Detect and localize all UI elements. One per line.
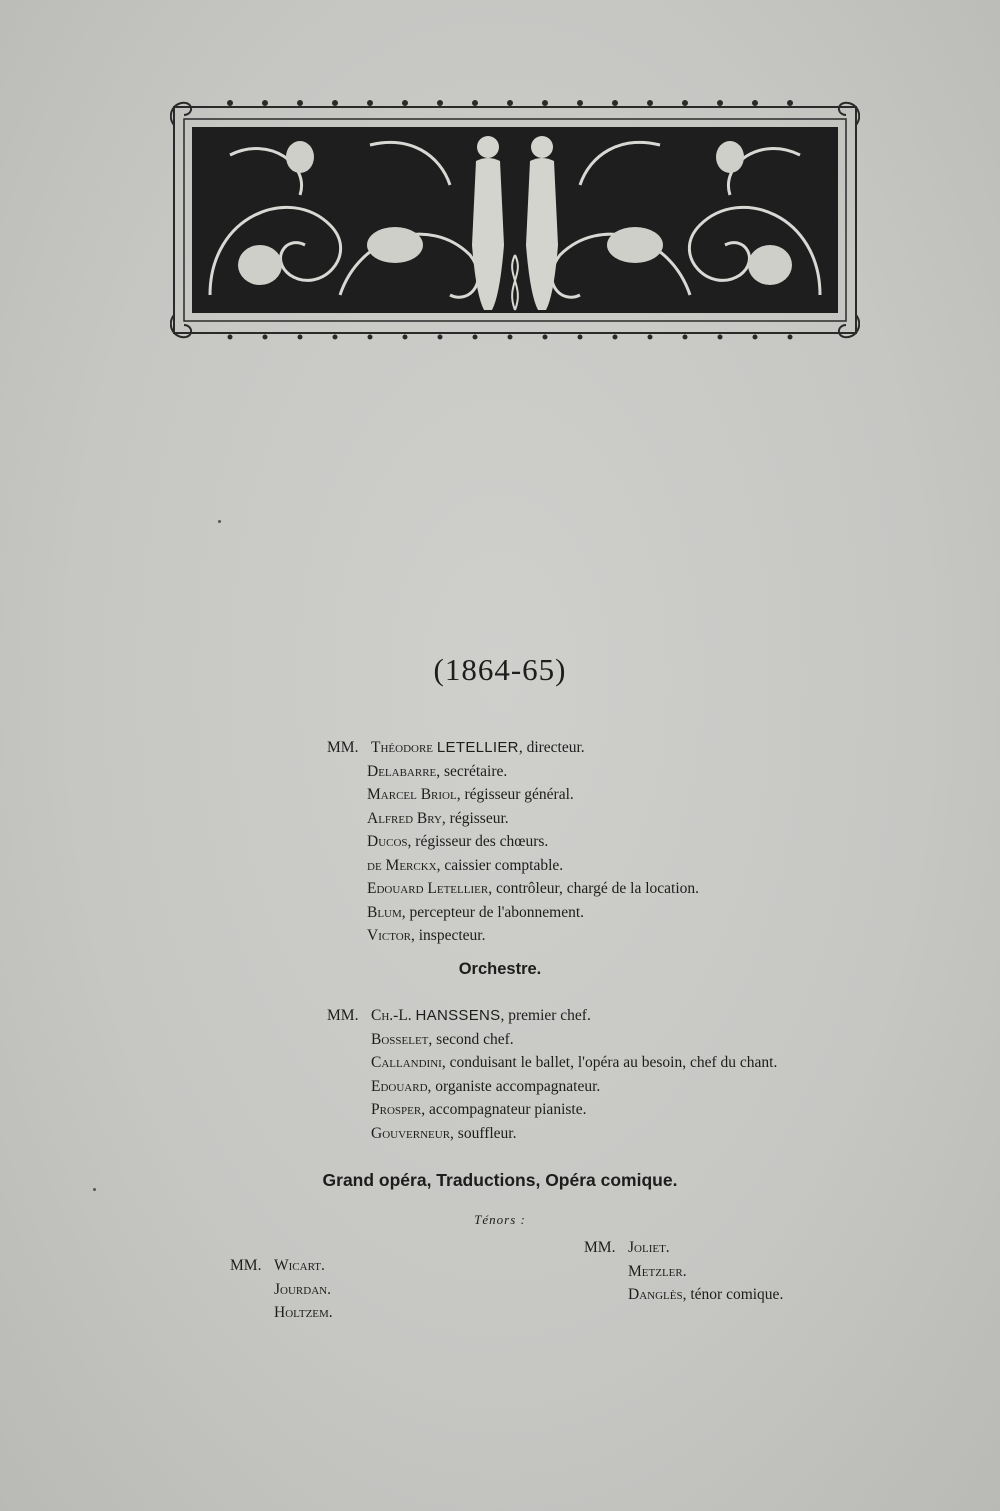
person-name: Delabarre	[367, 762, 437, 780]
mm-prefix: MM.	[327, 1007, 359, 1024]
person-name: Callandini	[371, 1054, 442, 1071]
person-name: Wicart	[274, 1257, 321, 1274]
person-surname: HANSSENS	[415, 1007, 501, 1024]
person-name: Alfred Bry	[367, 809, 442, 827]
list-item	[327, 901, 699, 925]
person-name: Victor	[367, 927, 411, 944]
person-name: Metzler	[628, 1262, 683, 1280]
person-name: Théodore	[371, 739, 434, 756]
season-year-title: (1864-65)	[433, 652, 567, 687]
orchestre-heading: Orchestre.	[458, 960, 542, 978]
mm-prefix: MM.	[230, 1257, 262, 1274]
grand-opera-heading: Grand opéra, Traductions, Opéra comique.	[322, 1170, 678, 1190]
person-name: Prosper	[371, 1101, 422, 1118]
person-role: , organiste accompagnateur.	[427, 1077, 601, 1095]
mm-prefix: MM.	[327, 739, 359, 756]
list-item	[327, 736, 699, 760]
person-name: Bosselet	[371, 1030, 429, 1048]
list-item	[230, 1254, 333, 1278]
person-name: Holtzem	[274, 1304, 329, 1321]
person-name: Edouard Letellier	[367, 880, 489, 897]
person-role: , caissier comptable.	[436, 856, 564, 874]
person-role: , directeur.	[518, 739, 585, 756]
list-item	[327, 1028, 777, 1052]
paper-speck	[218, 520, 221, 523]
person-name: Edouard	[371, 1077, 428, 1095]
list-item	[230, 1278, 333, 1302]
person-role: , régisseur.	[441, 809, 509, 827]
person-name: Marcel Briol	[367, 786, 457, 803]
list-item	[327, 783, 699, 807]
list-item	[327, 830, 699, 854]
person-surname: LETELLIER	[436, 739, 519, 756]
person-role: , contrôleur, chargé de la location.	[488, 880, 700, 897]
tenors-subheading: Ténors :	[474, 1212, 526, 1227]
mm-prefix: MM.	[584, 1239, 616, 1256]
list-item	[230, 1301, 333, 1325]
person-name: Ch.-L.	[371, 1007, 412, 1024]
person-role: , accompagnateur pianiste.	[421, 1101, 587, 1118]
person-role: .	[665, 1239, 670, 1256]
person-role: , régisseur des chœurs.	[407, 833, 549, 850]
list-item	[327, 1098, 777, 1122]
person-role: , percepteur de l'abonnement.	[401, 903, 585, 921]
person-name: Joliet	[628, 1239, 666, 1256]
person-role: , secrétaire.	[436, 762, 508, 780]
list-item	[327, 1051, 777, 1075]
orchestre-list	[327, 1004, 777, 1145]
person-role: , conduisant le ballet, l'opéra au besoin, chef du chant.	[441, 1054, 778, 1071]
decorative-headpiece-image	[170, 95, 860, 345]
list-item	[327, 807, 699, 831]
person-name: Danglès	[628, 1286, 683, 1303]
person-name: Gouverneur	[371, 1124, 451, 1142]
administration-list	[327, 736, 699, 948]
list-item	[327, 854, 699, 878]
list-item	[327, 877, 699, 901]
person-name: Jourdan	[274, 1280, 328, 1298]
list-item	[327, 1122, 777, 1146]
person-name: Ducos	[367, 833, 408, 850]
tenors-left-list	[230, 1254, 333, 1325]
tenors-right-list	[584, 1236, 783, 1307]
person-role: .	[320, 1257, 325, 1274]
person-role: .	[327, 1280, 331, 1298]
person-role: , second chef.	[428, 1030, 514, 1048]
person-role: , régisseur général.	[456, 786, 574, 803]
person-name: de Merckx	[367, 856, 437, 874]
list-item	[584, 1283, 783, 1307]
person-role: .	[682, 1262, 687, 1280]
person-role: , souffleur.	[450, 1124, 517, 1142]
paper-speck	[93, 1188, 96, 1191]
list-item	[327, 1075, 777, 1099]
list-item	[327, 760, 699, 784]
person-role: , inspecteur.	[411, 927, 486, 944]
person-name: Blum	[367, 903, 402, 921]
list-item	[584, 1260, 783, 1284]
person-role: , premier chef.	[500, 1007, 591, 1024]
person-role: , ténor comique.	[682, 1286, 784, 1303]
list-item	[327, 1004, 777, 1028]
list-item	[584, 1236, 783, 1260]
person-role: .	[328, 1304, 333, 1321]
list-item	[327, 924, 699, 948]
